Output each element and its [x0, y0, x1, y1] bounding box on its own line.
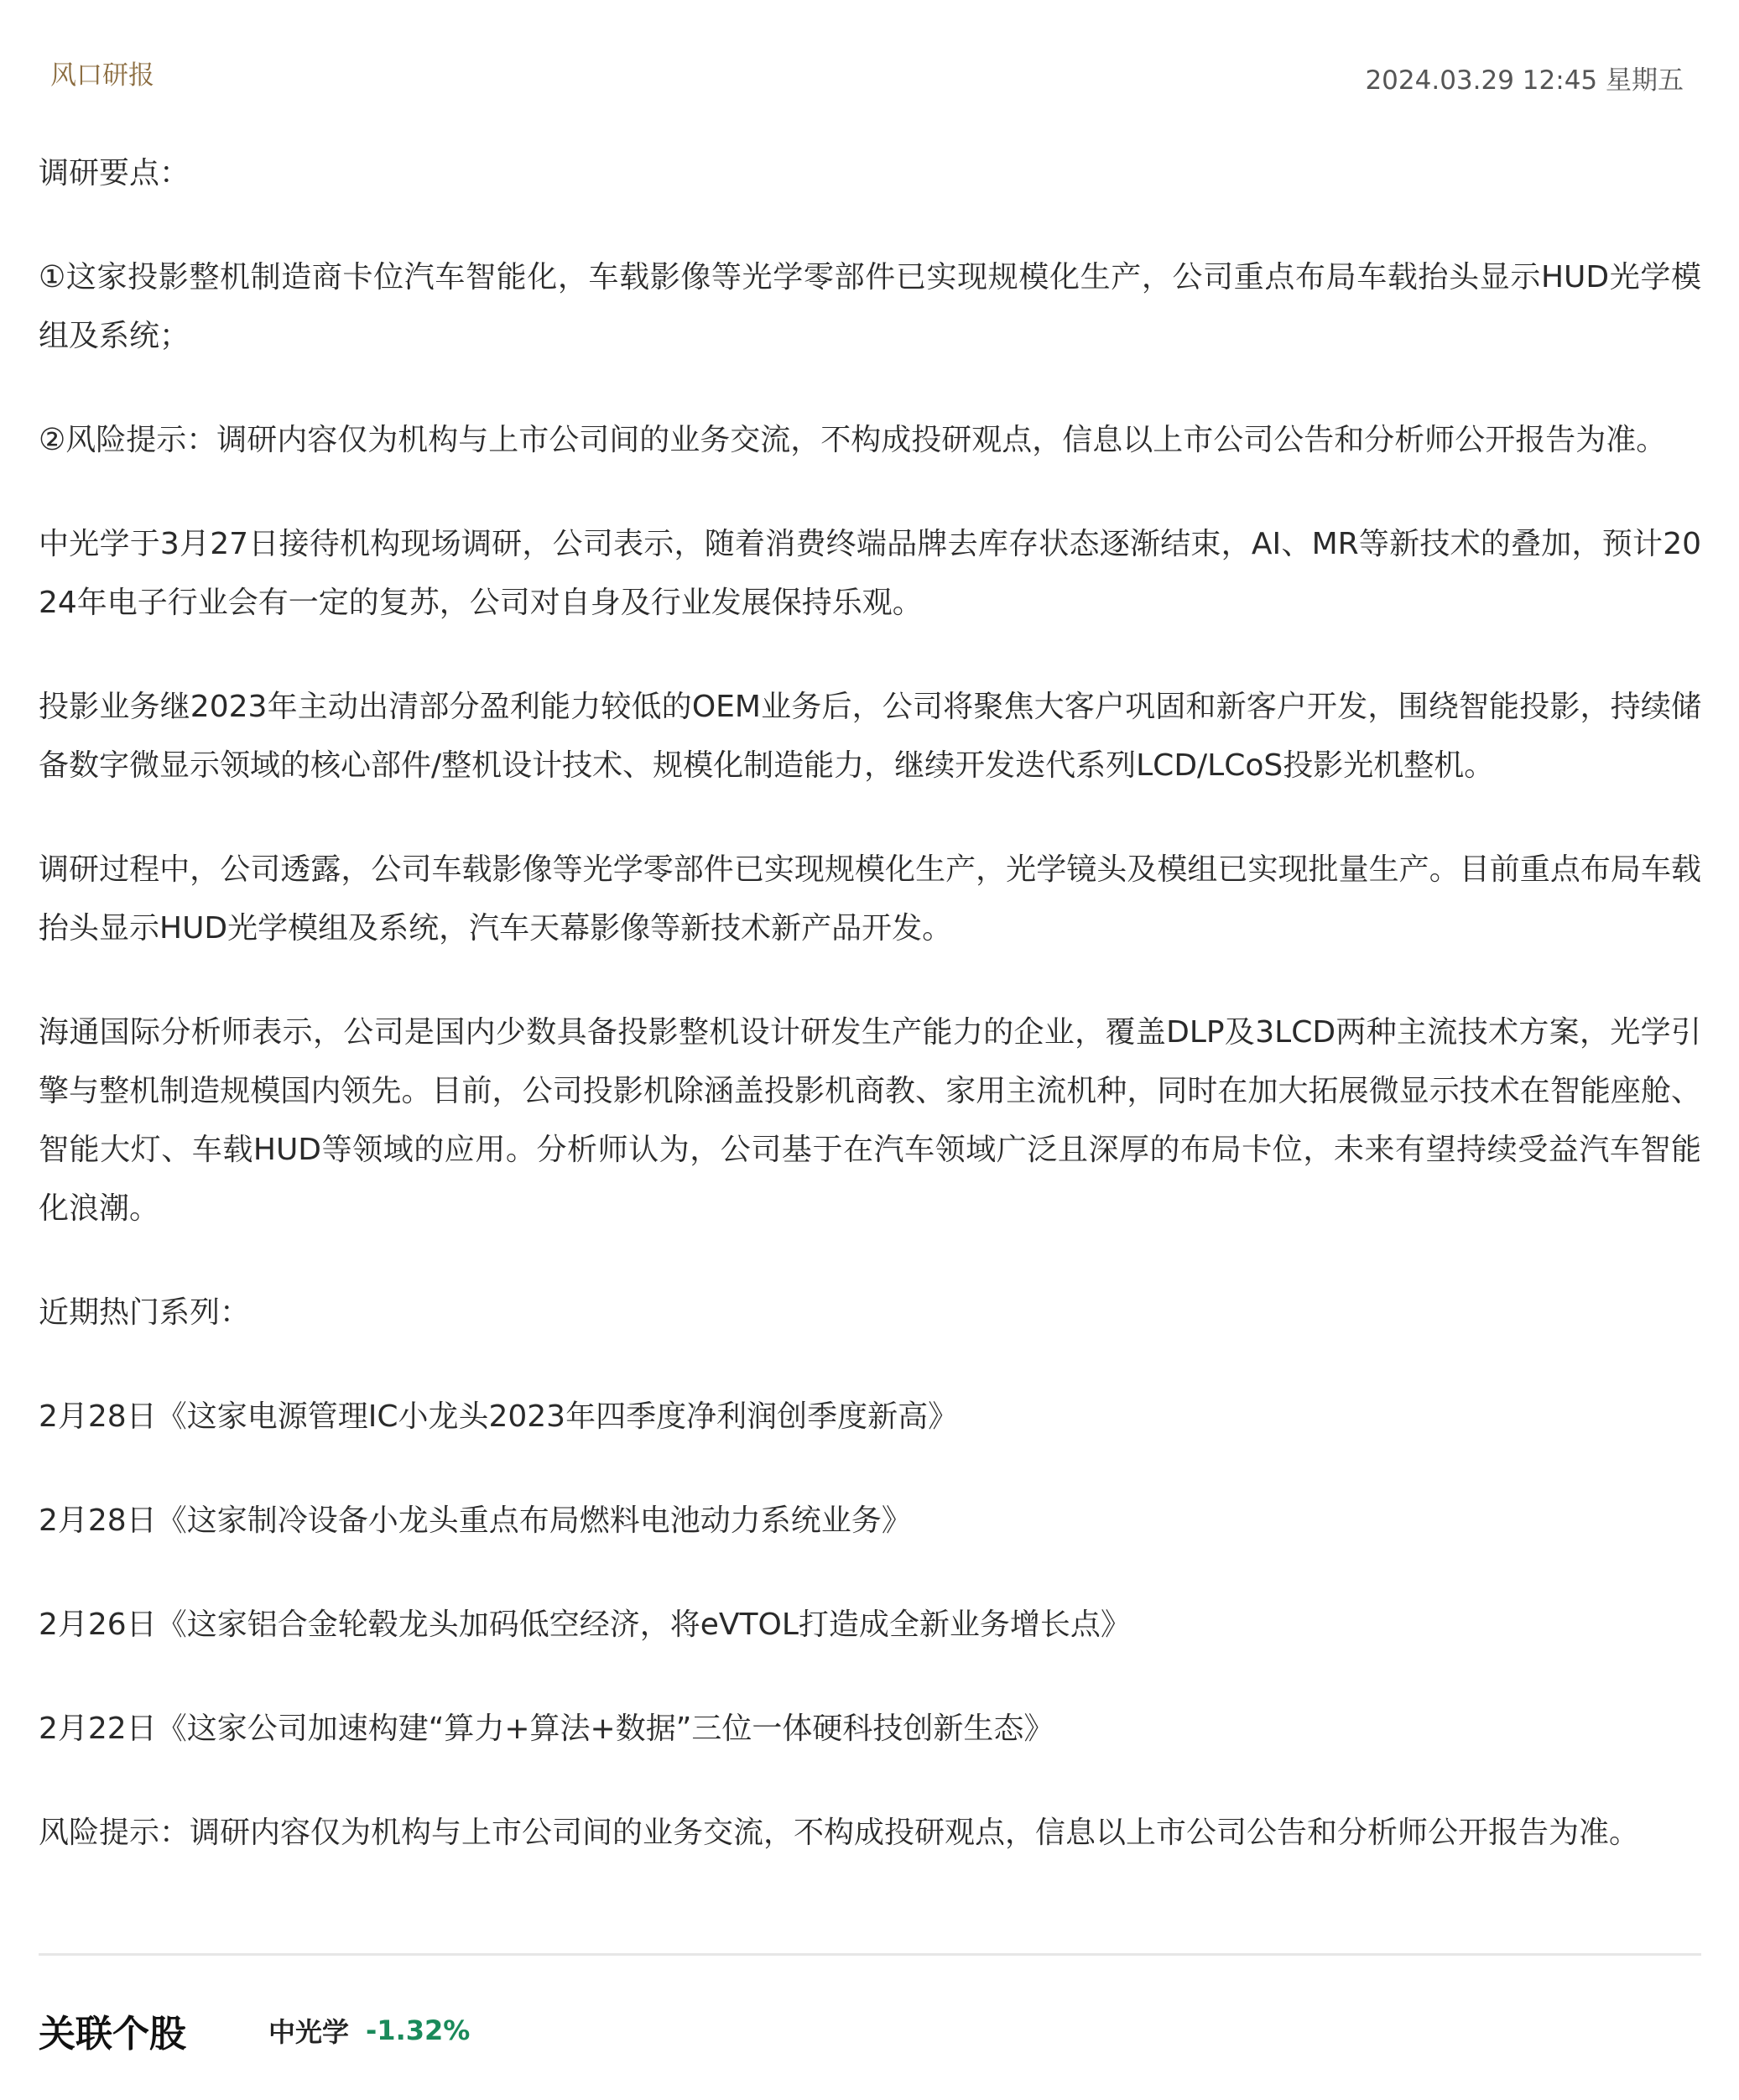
series-link-4[interactable]: 2月22日《这家公司加速构建“算力+算法+数据”三位一体硬科技创新生态》 — [39, 1712, 1054, 1746]
paragraph-survey-intro: 中光学于3月27日接待机构现场调研，公司表示，随着消费终端品牌去库存状态逐渐结束，AI、MR等新技术的叠加，预计2024年电子行业会有一定的复苏，公司对自身及行业发展保持乐观。 — [39, 527, 1701, 620]
paragraph-key-point-2: ②风险提示：调研内容仅为机构与上市公司间的业务交流，不构成投研观点，信息以上市公司公告和分析师公开报告为准。 — [39, 423, 1667, 457]
article-body — [39, 144, 1701, 1908]
paragraph-key-points-heading: 调研要点： — [39, 156, 190, 190]
series-item — [39, 1388, 1701, 1446]
series-item — [39, 1596, 1701, 1654]
related-stocks-title: 关联个股 — [39, 2013, 186, 2056]
article-header — [0, 0, 1739, 134]
stock-chip[interactable] — [268, 2011, 470, 2050]
stock-name[interactable]: 中光学 — [268, 2016, 350, 2048]
series-link-1[interactable]: 2月28日《这家电源管理IC小龙头2023年四季度净利润创季度新高》 — [39, 1399, 959, 1434]
paragraph-key-point-1: ①这家投影整机制造商卡位汽车智能化，车载影像等光学零部件已实现规模化生产，公司重点布局车载抬头显示HUD光学模组及系统； — [39, 260, 1701, 353]
series-item — [39, 1492, 1701, 1550]
series-item — [39, 1700, 1701, 1759]
paragraph-analyst-view: 海通国际分析师表示，公司是国内少数具备投影整机设计研发生产能力的企业，覆盖DLP及3LCD两种主流技术方案，光学引擎与整机制造规模国内领先。目前，公司投影机除涵盖投影机商教、家用主流机种，同时在加大拓展微显示技术在智能座舱、智能大灯、车载HUD等领域的应用。分析师认为，公司基于在汽车领域广泛且深厚的布局卡位，未来有望持续受益汽车智能化浪潮。 — [39, 1015, 1701, 1226]
section-divider — [39, 1953, 1701, 1956]
risk-notice: 风险提示：调研内容仅为机构与上市公司间的业务交流，不构成投研观点，信息以上市公司公告和分析师公开报告为准。 — [39, 1816, 1640, 1850]
publish-date: 2024.03.29 12:45 星期五 — [1365, 65, 1684, 96]
related-stocks — [39, 1997, 470, 2064]
series-link-3[interactable]: 2月26日《这家铝合金轮毂龙头加码低空经济，将eVTOL打造成全新业务增长点》 — [39, 1608, 1131, 1642]
paragraph-survey-process: 调研过程中，公司透露，公司车载影像等光学零部件已实现规模化生产，光学镜头及模组已实现批量生产。目前重点布局车载抬头显示HUD光学模组及系统，汽车天幕影像等新技术新产品开发。 — [39, 852, 1701, 946]
source-link[interactable]: 风口研报 — [50, 60, 154, 91]
stock-change: -1.32% — [366, 2014, 471, 2046]
paragraph-hot-series-heading: 近期热门系列： — [39, 1295, 251, 1330]
series-link-2[interactable]: 2月28日《这家制冷设备小龙头重点布局燃料电池动力系统业务》 — [39, 1503, 912, 1538]
paragraph-projection-business: 投影业务继2023年主动出清部分盈利能力较低的OEM业务后，公司将聚焦大客户巩固和新客户开发，围绕智能投影，持续储备数字微显示领域的核心部件/整机设计技术、规模化制造能力，继续开发迭代系列LCD/LCoS投影光机整机。 — [39, 690, 1701, 783]
